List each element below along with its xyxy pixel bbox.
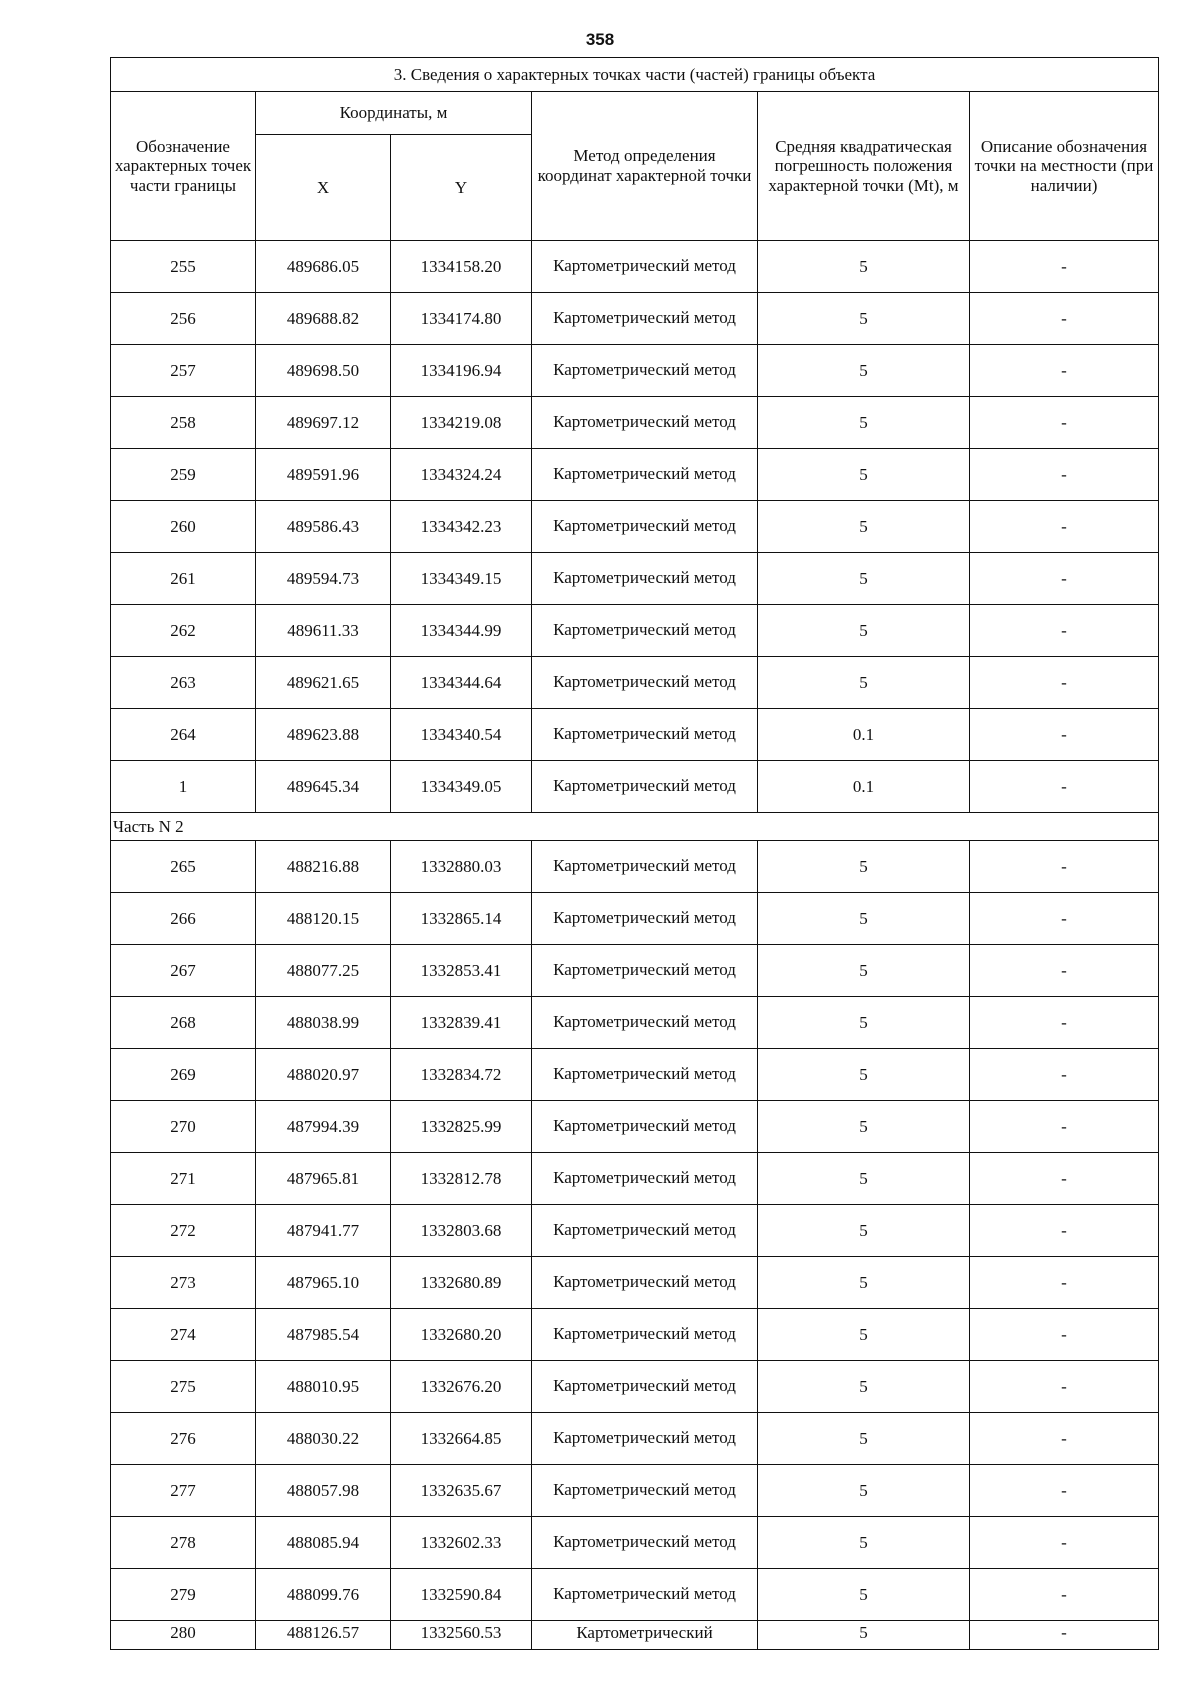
y-coordinate-cell: 1332880.03	[391, 841, 532, 893]
y-coordinate-cell: 1332664.85	[391, 1413, 532, 1465]
y-coordinate-cell: 1334196.94	[391, 345, 532, 397]
method-cell: Картометрический метод	[532, 997, 758, 1049]
header-error: Средняя квадратическая погрешность положения характерной точки (Mt), м	[758, 92, 970, 241]
table-row	[111, 1413, 1159, 1465]
error-cell: 5	[758, 501, 970, 553]
y-coordinate-cell: 1332839.41	[391, 997, 532, 1049]
y-coordinate-cell: 1332680.20	[391, 1309, 532, 1361]
method-cell: Картометрический метод	[532, 605, 758, 657]
description-cell: -	[970, 997, 1159, 1049]
x-coordinate-cell: 488077.25	[256, 945, 391, 997]
header-description: Описание обозначения точки на местности (при наличии)	[970, 92, 1159, 241]
part-label-row	[111, 813, 1159, 841]
description-cell: -	[970, 1309, 1159, 1361]
method-cell: Картометрический метод	[532, 1257, 758, 1309]
description-cell: -	[970, 553, 1159, 605]
method-cell: Картометрический метод	[532, 945, 758, 997]
x-coordinate-cell: 488057.98	[256, 1465, 391, 1517]
header-method: Метод определения координат характерной точки	[532, 92, 758, 241]
y-coordinate-cell: 1334349.15	[391, 553, 532, 605]
table-row	[111, 709, 1159, 761]
table-row	[111, 1049, 1159, 1101]
part-label: Часть N 2	[111, 813, 1159, 841]
y-coordinate-cell: 1334219.08	[391, 397, 532, 449]
method-cell: Картометрический метод	[532, 293, 758, 345]
method-cell: Картометрический метод	[532, 657, 758, 709]
description-cell: -	[970, 1049, 1159, 1101]
table-row	[111, 1257, 1159, 1309]
page-number: 358	[585, 30, 615, 49]
table-row	[111, 841, 1159, 893]
method-cell: Картометрический метод	[532, 1309, 758, 1361]
x-coordinate-cell: 488085.94	[256, 1517, 391, 1569]
x-coordinate-cell: 489586.43	[256, 501, 391, 553]
error-cell: 5	[758, 841, 970, 893]
table-row	[111, 761, 1159, 813]
y-coordinate-cell: 1332825.99	[391, 1101, 532, 1153]
point-id-cell: 273	[111, 1257, 256, 1309]
point-id-cell: 258	[111, 397, 256, 449]
description-cell: -	[970, 1101, 1159, 1153]
y-coordinate-cell: 1332865.14	[391, 893, 532, 945]
table-row	[111, 501, 1159, 553]
error-cell: 5	[758, 1049, 970, 1101]
table-row	[111, 945, 1159, 997]
header-designation: Обозначение характерных точек части границы	[111, 92, 256, 241]
y-coordinate-cell: 1332812.78	[391, 1153, 532, 1205]
x-coordinate-cell: 488126.57	[256, 1621, 391, 1650]
x-coordinate-cell: 488020.97	[256, 1049, 391, 1101]
table-row	[111, 657, 1159, 709]
x-coordinate-cell: 489591.96	[256, 449, 391, 501]
y-coordinate-cell: 1332803.68	[391, 1205, 532, 1257]
point-id-cell: 268	[111, 997, 256, 1049]
error-cell: 5	[758, 1621, 970, 1650]
y-coordinate-cell: 1334158.20	[391, 241, 532, 293]
method-cell: Картометрический метод	[532, 1413, 758, 1465]
table-row	[111, 1465, 1159, 1517]
error-cell: 5	[758, 893, 970, 945]
y-coordinate-cell: 1332853.41	[391, 945, 532, 997]
description-cell: -	[970, 1517, 1159, 1569]
point-id-cell: 270	[111, 1101, 256, 1153]
y-coordinate-cell: 1334344.99	[391, 605, 532, 657]
x-coordinate-cell: 488216.88	[256, 841, 391, 893]
error-cell: 5	[758, 1517, 970, 1569]
table-row	[111, 1361, 1159, 1413]
error-cell: 5	[758, 1569, 970, 1621]
method-cell: Картометрический метод	[532, 1049, 758, 1101]
y-coordinate-cell: 1334340.54	[391, 709, 532, 761]
description-cell: -	[970, 345, 1159, 397]
x-coordinate-cell: 489623.88	[256, 709, 391, 761]
y-coordinate-cell: 1332676.20	[391, 1361, 532, 1413]
x-coordinate-cell: 489688.82	[256, 293, 391, 345]
error-cell: 0.1	[758, 761, 970, 813]
method-cell: Картометрический метод	[532, 1569, 758, 1621]
table-row	[111, 1153, 1159, 1205]
boundary-points-table	[110, 57, 1159, 1650]
description-cell: -	[970, 761, 1159, 813]
point-id-cell: 264	[111, 709, 256, 761]
x-coordinate-cell: 489645.34	[256, 761, 391, 813]
error-cell: 5	[758, 1205, 970, 1257]
y-coordinate-cell: 1334174.80	[391, 293, 532, 345]
error-cell: 5	[758, 605, 970, 657]
error-cell: 5	[758, 397, 970, 449]
y-coordinate-cell: 1332635.67	[391, 1465, 532, 1517]
method-cell: Картометрический метод	[532, 345, 758, 397]
description-cell: -	[970, 501, 1159, 553]
point-id-cell: 255	[111, 241, 256, 293]
description-cell: -	[970, 1413, 1159, 1465]
method-cell: Картометрический метод	[532, 553, 758, 605]
method-cell: Картометрический метод	[532, 397, 758, 449]
description-cell: -	[970, 449, 1159, 501]
table-row	[111, 605, 1159, 657]
table-row	[111, 997, 1159, 1049]
point-id-cell: 261	[111, 553, 256, 605]
point-id-cell: 263	[111, 657, 256, 709]
point-id-cell: 266	[111, 893, 256, 945]
method-cell: Картометрический метод	[532, 1101, 758, 1153]
point-id-cell: 267	[111, 945, 256, 997]
point-id-cell: 277	[111, 1465, 256, 1517]
error-cell: 5	[758, 293, 970, 345]
header-x: X	[256, 135, 391, 241]
y-coordinate-cell: 1332602.33	[391, 1517, 532, 1569]
point-id-cell: 272	[111, 1205, 256, 1257]
description-cell: -	[970, 1621, 1159, 1650]
description-cell: -	[970, 293, 1159, 345]
point-id-cell: 275	[111, 1361, 256, 1413]
table-row	[111, 1101, 1159, 1153]
error-cell: 5	[758, 345, 970, 397]
x-coordinate-cell: 488030.22	[256, 1413, 391, 1465]
y-coordinate-cell: 1334342.23	[391, 501, 532, 553]
point-id-cell: 269	[111, 1049, 256, 1101]
point-id-cell: 276	[111, 1413, 256, 1465]
section-title: 3. Сведения о характерных точках части (частей) границы объекта	[111, 58, 1159, 92]
table-row	[111, 293, 1159, 345]
y-coordinate-cell: 1334349.05	[391, 761, 532, 813]
method-cell: Картометрический метод	[532, 1465, 758, 1517]
point-id-cell: 280	[111, 1621, 256, 1650]
x-coordinate-cell: 487965.81	[256, 1153, 391, 1205]
description-cell: -	[970, 1569, 1159, 1621]
point-id-cell: 271	[111, 1153, 256, 1205]
method-cell: Картометрический метод	[532, 1517, 758, 1569]
point-id-cell: 262	[111, 605, 256, 657]
x-coordinate-cell: 487965.10	[256, 1257, 391, 1309]
method-cell: Картометрический	[532, 1621, 758, 1650]
description-cell: -	[970, 657, 1159, 709]
x-coordinate-cell: 487941.77	[256, 1205, 391, 1257]
description-cell: -	[970, 841, 1159, 893]
method-cell: Картометрический метод	[532, 1153, 758, 1205]
table-row	[111, 449, 1159, 501]
description-cell: -	[970, 709, 1159, 761]
x-coordinate-cell: 489686.05	[256, 241, 391, 293]
point-id-cell: 256	[111, 293, 256, 345]
y-coordinate-cell: 1332590.84	[391, 1569, 532, 1621]
table-row	[111, 345, 1159, 397]
table-row	[111, 553, 1159, 605]
method-cell: Картометрический метод	[532, 709, 758, 761]
table-row	[111, 893, 1159, 945]
header-coordinates: Координаты, м	[256, 92, 532, 135]
error-cell: 5	[758, 997, 970, 1049]
description-cell: -	[970, 1153, 1159, 1205]
method-cell: Картометрический метод	[532, 893, 758, 945]
point-id-cell: 265	[111, 841, 256, 893]
error-cell: 5	[758, 1101, 970, 1153]
error-cell: 5	[758, 1153, 970, 1205]
description-cell: -	[970, 1465, 1159, 1517]
y-coordinate-cell: 1334344.64	[391, 657, 532, 709]
method-cell: Картометрический метод	[532, 841, 758, 893]
table-row	[111, 241, 1159, 293]
error-cell: 5	[758, 1257, 970, 1309]
point-id-cell: 259	[111, 449, 256, 501]
method-cell: Картометрический метод	[532, 1361, 758, 1413]
x-coordinate-cell: 489698.50	[256, 345, 391, 397]
y-coordinate-cell: 1332834.72	[391, 1049, 532, 1101]
point-id-cell: 274	[111, 1309, 256, 1361]
x-coordinate-cell: 488010.95	[256, 1361, 391, 1413]
point-id-cell: 257	[111, 345, 256, 397]
y-coordinate-cell: 1334324.24	[391, 449, 532, 501]
point-id-cell: 260	[111, 501, 256, 553]
description-cell: -	[970, 1257, 1159, 1309]
error-cell: 5	[758, 1361, 970, 1413]
error-cell: 5	[758, 1309, 970, 1361]
description-cell: -	[970, 893, 1159, 945]
description-cell: -	[970, 241, 1159, 293]
method-cell: Картометрический метод	[532, 1205, 758, 1257]
point-id-cell: 1	[111, 761, 256, 813]
description-cell: -	[970, 945, 1159, 997]
y-coordinate-cell: 1332560.53	[391, 1621, 532, 1650]
error-cell: 5	[758, 1413, 970, 1465]
description-cell: -	[970, 1361, 1159, 1413]
table-row	[111, 397, 1159, 449]
method-cell: Картометрический метод	[532, 761, 758, 813]
error-cell: 5	[758, 449, 970, 501]
error-cell: 5	[758, 1465, 970, 1517]
table-row	[111, 1309, 1159, 1361]
error-cell: 0.1	[758, 709, 970, 761]
error-cell: 5	[758, 241, 970, 293]
error-cell: 5	[758, 553, 970, 605]
table-row	[111, 1517, 1159, 1569]
error-cell: 5	[758, 945, 970, 997]
table-row	[111, 1569, 1159, 1621]
point-id-cell: 279	[111, 1569, 256, 1621]
method-cell: Картометрический метод	[532, 241, 758, 293]
x-coordinate-cell: 489594.73	[256, 553, 391, 605]
x-coordinate-cell: 489611.33	[256, 605, 391, 657]
table-row	[111, 1205, 1159, 1257]
description-cell: -	[970, 397, 1159, 449]
method-cell: Картометрический метод	[532, 449, 758, 501]
x-coordinate-cell: 488038.99	[256, 997, 391, 1049]
header-y: Y	[391, 135, 532, 241]
description-cell: -	[970, 605, 1159, 657]
table-row	[111, 1621, 1159, 1650]
x-coordinate-cell: 487985.54	[256, 1309, 391, 1361]
point-id-cell: 278	[111, 1517, 256, 1569]
x-coordinate-cell: 488120.15	[256, 893, 391, 945]
x-coordinate-cell: 487994.39	[256, 1101, 391, 1153]
description-cell: -	[970, 1205, 1159, 1257]
x-coordinate-cell: 489621.65	[256, 657, 391, 709]
method-cell: Картометрический метод	[532, 501, 758, 553]
x-coordinate-cell: 489697.12	[256, 397, 391, 449]
error-cell: 5	[758, 657, 970, 709]
y-coordinate-cell: 1332680.89	[391, 1257, 532, 1309]
x-coordinate-cell: 488099.76	[256, 1569, 391, 1621]
